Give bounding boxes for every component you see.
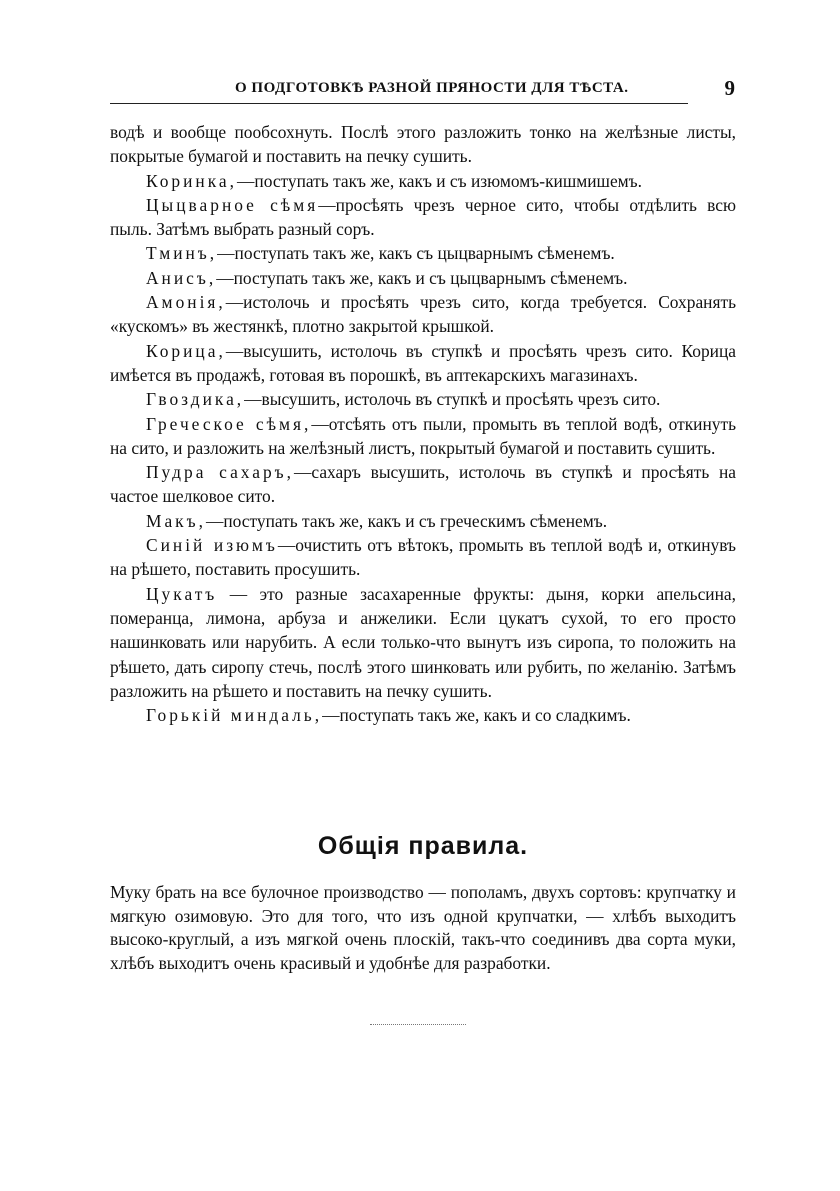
entry-text: —поступать такъ же, какъ и съ цыцварнымъ сѣменемъ. <box>216 267 628 288</box>
entry-term: Греческое сѣмя, <box>146 413 312 434</box>
general-rules-paragraph: Муку брать на все булочное производство — пополамъ, двухъ сортовъ: крупчатку и мягкую озимовую. Это для того, что изъ одной крупчатки, — хлѣбъ выходитъ высоко-круглый, а изъ мягкой очень плоскій, такъ-что соединивъ два сорта муки, хлѣбъ выходитъ очень красивый и удобнѣе для разработки. <box>110 882 736 973</box>
entry-text: —поступать такъ же, какъ и съ греческимъ сѣменемъ. <box>205 510 608 531</box>
entry-term: Коринка, <box>146 170 237 191</box>
entry-korinka <box>110 169 736 193</box>
spice-preparation-text <box>110 120 736 727</box>
entry-term: Анисъ, <box>146 267 217 288</box>
entry-text: —истолочь и просѣять чрезъ сито, когда требуется. Сохранять «кускомъ» въ жестянкѣ, плотно закрытой крышкой. <box>110 292 736 337</box>
entry-tsukat <box>110 582 736 703</box>
end-ornament-rule <box>370 1024 466 1025</box>
entry-term: Амонія, <box>146 292 226 313</box>
entry-text: — это разные засахаренные фрукты: дыня, корки апельсина, померанца, лимона, арбуза и анжелики. Если цукатъ сухой, то его просто нашинковать или нарубить. А если только-что вынутъ изъ сиропа, то положить на рѣшето, дать сиропу стечь, послѣ этого шинковать или рубить, по желанію. Затѣмъ разложить на рѣшето и поставить на печку сушить. <box>110 583 736 701</box>
entry-term: Тминъ, <box>146 243 218 264</box>
entry-term: Синій изюмъ <box>146 535 278 556</box>
entry-koritsa <box>110 339 736 388</box>
header-rule <box>110 103 688 104</box>
entry-grecheskoe-semya <box>110 412 736 461</box>
entry-amoniya <box>110 290 736 339</box>
page-number: 9 <box>724 76 735 100</box>
entry-term: Пудра сахаръ, <box>146 462 295 483</box>
continuation-paragraph: водѣ и вообще пообсохнуть. Послѣ этого разложить тонко на желѣзные листы, покрытые бумагой и поставить на печку сушить. <box>110 122 736 167</box>
entry-tmin <box>110 241 736 265</box>
running-title: О ПОДГОТОВКѢ РАЗНОЙ ПРЯНОСТИ ДЛЯ ТѢСТА. <box>235 80 629 96</box>
entry-term: Цыцварное сѣмя <box>146 194 319 215</box>
running-head <box>110 76 735 104</box>
entry-text: —очистить отъ вѣтокъ, промыть въ теплой водѣ и, откинувъ на рѣшето, поставить просушить. <box>110 535 736 580</box>
entry-text: —сахаръ высушить, истолочь въ ступкѣ и просѣять на частое шелковое сито. <box>110 462 737 507</box>
entry-text: —высушить, истолочь въ ступкѣ и просѣять чрезъ сито. <box>244 389 661 410</box>
entry-term: Макъ, <box>146 510 206 531</box>
general-rules-text <box>110 881 736 975</box>
entry-text: —поступать такъ же, какъ съ цыцварнымъ сѣменемъ. <box>217 243 615 264</box>
entry-term: Цукатъ <box>146 583 218 604</box>
entry-gorkiy-mindal <box>110 703 736 727</box>
entry-anis <box>110 266 736 290</box>
entry-text: —поступать такъ же, какъ и со сладкимъ. <box>322 705 631 726</box>
entry-text: —отсѣять отъ пыли, промыть въ теплой водѣ, откинуть на сито, и разложить на желѣзный листъ, покрытый бумагой и поставить сушить. <box>110 413 737 458</box>
section-heading: Общія правила. <box>317 832 529 860</box>
entry-mak <box>110 509 736 533</box>
entry-term: Корица, <box>146 340 226 361</box>
entry-siniy-izyum <box>110 533 736 582</box>
entry-term: Гвоздика, <box>146 389 245 410</box>
entry-tsytsvarnoe-semya <box>110 193 736 242</box>
entry-text: —поступать такъ же, какъ и съ изюмомъ-кишмишемъ. <box>237 170 643 191</box>
entry-pudra-sakhar <box>110 460 736 509</box>
entry-term: Горькій миндаль, <box>146 705 323 726</box>
entry-text: —просѣять чрезъ черное сито, чтобы отдѣлить всю пыль. Затѣмъ выбрать разный соръ. <box>110 194 736 240</box>
entry-text: —высушить, истолочь въ ступкѣ и просѣять чрезъ сито. Корица имѣется въ продажѣ, готовая въ порошкѣ, въ аптекарскихъ магазинахъ. <box>110 340 736 385</box>
entry-gvozdika <box>110 387 736 411</box>
